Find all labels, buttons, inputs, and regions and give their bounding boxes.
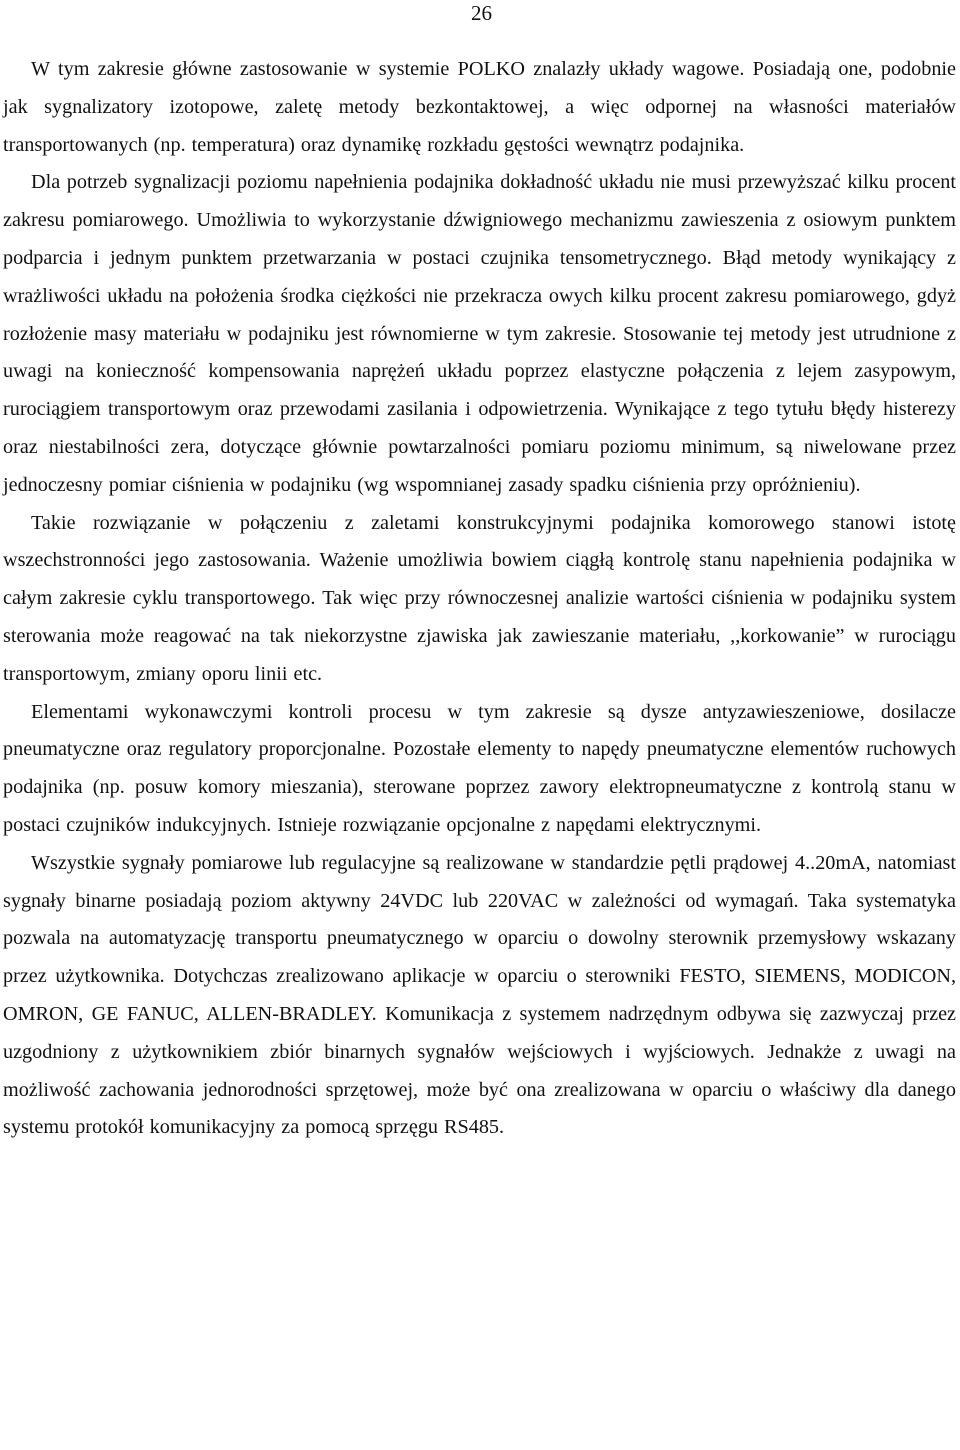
paragraph-level-signaling: Dla potrzeb sygnalizacji poziomu napełnienia podajnika dokładność układu nie musi przewyższać kilku procent zakresu pomiarowego. Umożliwia to wykorzystanie dźwigniowego mechanizmu zawieszenia z osiowym punktem podparcia i jednym punktem przetwarzania w postaci czujnika tensometrycznego. Błąd metody wynikający z wrażliwości układu na położenia środka ciężkości nie przekracza owych kilku procent zakresu pomiarowego, gdyż rozłożenie masy materiału w podajniku jest równomierne w tym zakresie. Stosowanie tej metody jest utrudnione z uwagi na konieczność kompensowania naprężeń układu poprzez elastyczne połączenia z lejem zasypowym, rurociągiem transportowym oraz przewodami zasilania i odpowietrzenia. Wynikające z tego tytułu błędy histerezy oraz niestabilności zera, dotyczące głównie powtarzalności pomiaru poziomu minimum, są niwelowane przez jednoczesny pomiar ciśnienia w podajniku (wg wspomnianej zasady spadku ciśnienia przy opróżnieniu).	[3, 171, 956, 496]
paragraph-weighing-systems: W tym zakresie główne zastosowanie w systemie POLKO znalazły układy wagowe. Posiadają one, podobnie jak sygnalizatory izotopowe, zaletę metody bezkontaktowej, a więc odpornej na własności materiałów transportowanych (np. temperatura) oraz dynamikę rozkładu gęstości wewnątrz podajnika.	[3, 58, 956, 156]
paragraph-signals-communication: Wszystkie sygnały pomiarowe lub regulacyjne są realizowane w standardzie pętli prądowej 4..20mA, natomiast sygnały binarne posiadają poziom aktywny 24VDC lub 220VAC w zależności od wymagań. Taka systematyka pozwala na automatyzację transportu pneumatycznego w oparciu o dowolny sterownik przemysłowy wskazany przez użytkownika. Dotychczas zrealizowano aplikacje w oparciu o sterowniki FESTO, SIEMENS, MODICON, OMRON, GE FANUC, ALLEN-BRADLEY. Komunikacja z systemem nadrzędnym odbywa się zazwyczaj przez uzgodniony z użytkownikiem zbiór binarnych sygnałów wejściowych i wyjściowych. Jednakże z uwagi na możliwość zachowania jednorodności sprzętowej, może być ona zrealizowana w oparciu o właściwy dla danego systemu protokół komunikacyjny za pomocą sprzęgu RS485.	[3, 851, 956, 1139]
document-body	[3, 51, 956, 1147]
page-number: 26	[471, 1, 492, 25]
paragraph-chamber-feeder: Takie rozwiązanie w połączeniu z zaletami konstrukcyjnymi podajnika komorowego stanowi istotę wszechstronności jego zastosowania. Ważenie umożliwia bowiem ciągłą kontrolę stanu napełnienia podajnika w całym zakresie cyklu transportowego. Tak więc przy równoczesnej analizie wartości ciśnienia w podajniku system sterowania może reagować na tak niekorzystne zjawiska jak zawieszanie materiału, ,,korkowanie” w rurociągu transportowym, zmiany oporu linii etc.	[3, 511, 956, 685]
paragraph-actuators: Elementami wykonawczymi kontroli procesu w tym zakresie są dysze antyzawieszeniowe, dosilacze pneumatyczne oraz regulatory proporcjonalne. Pozostałe elementy to napędy pneumatyczne elementów ruchowych podajnika (np. posuw komory mieszania), sterowane poprzez zawory elektropneumatyczne z kontrolą stanu w postaci czujników indukcyjnych. Istnieje rozwiązanie opcjonalne z napędami elektrycznymi.	[3, 700, 956, 836]
